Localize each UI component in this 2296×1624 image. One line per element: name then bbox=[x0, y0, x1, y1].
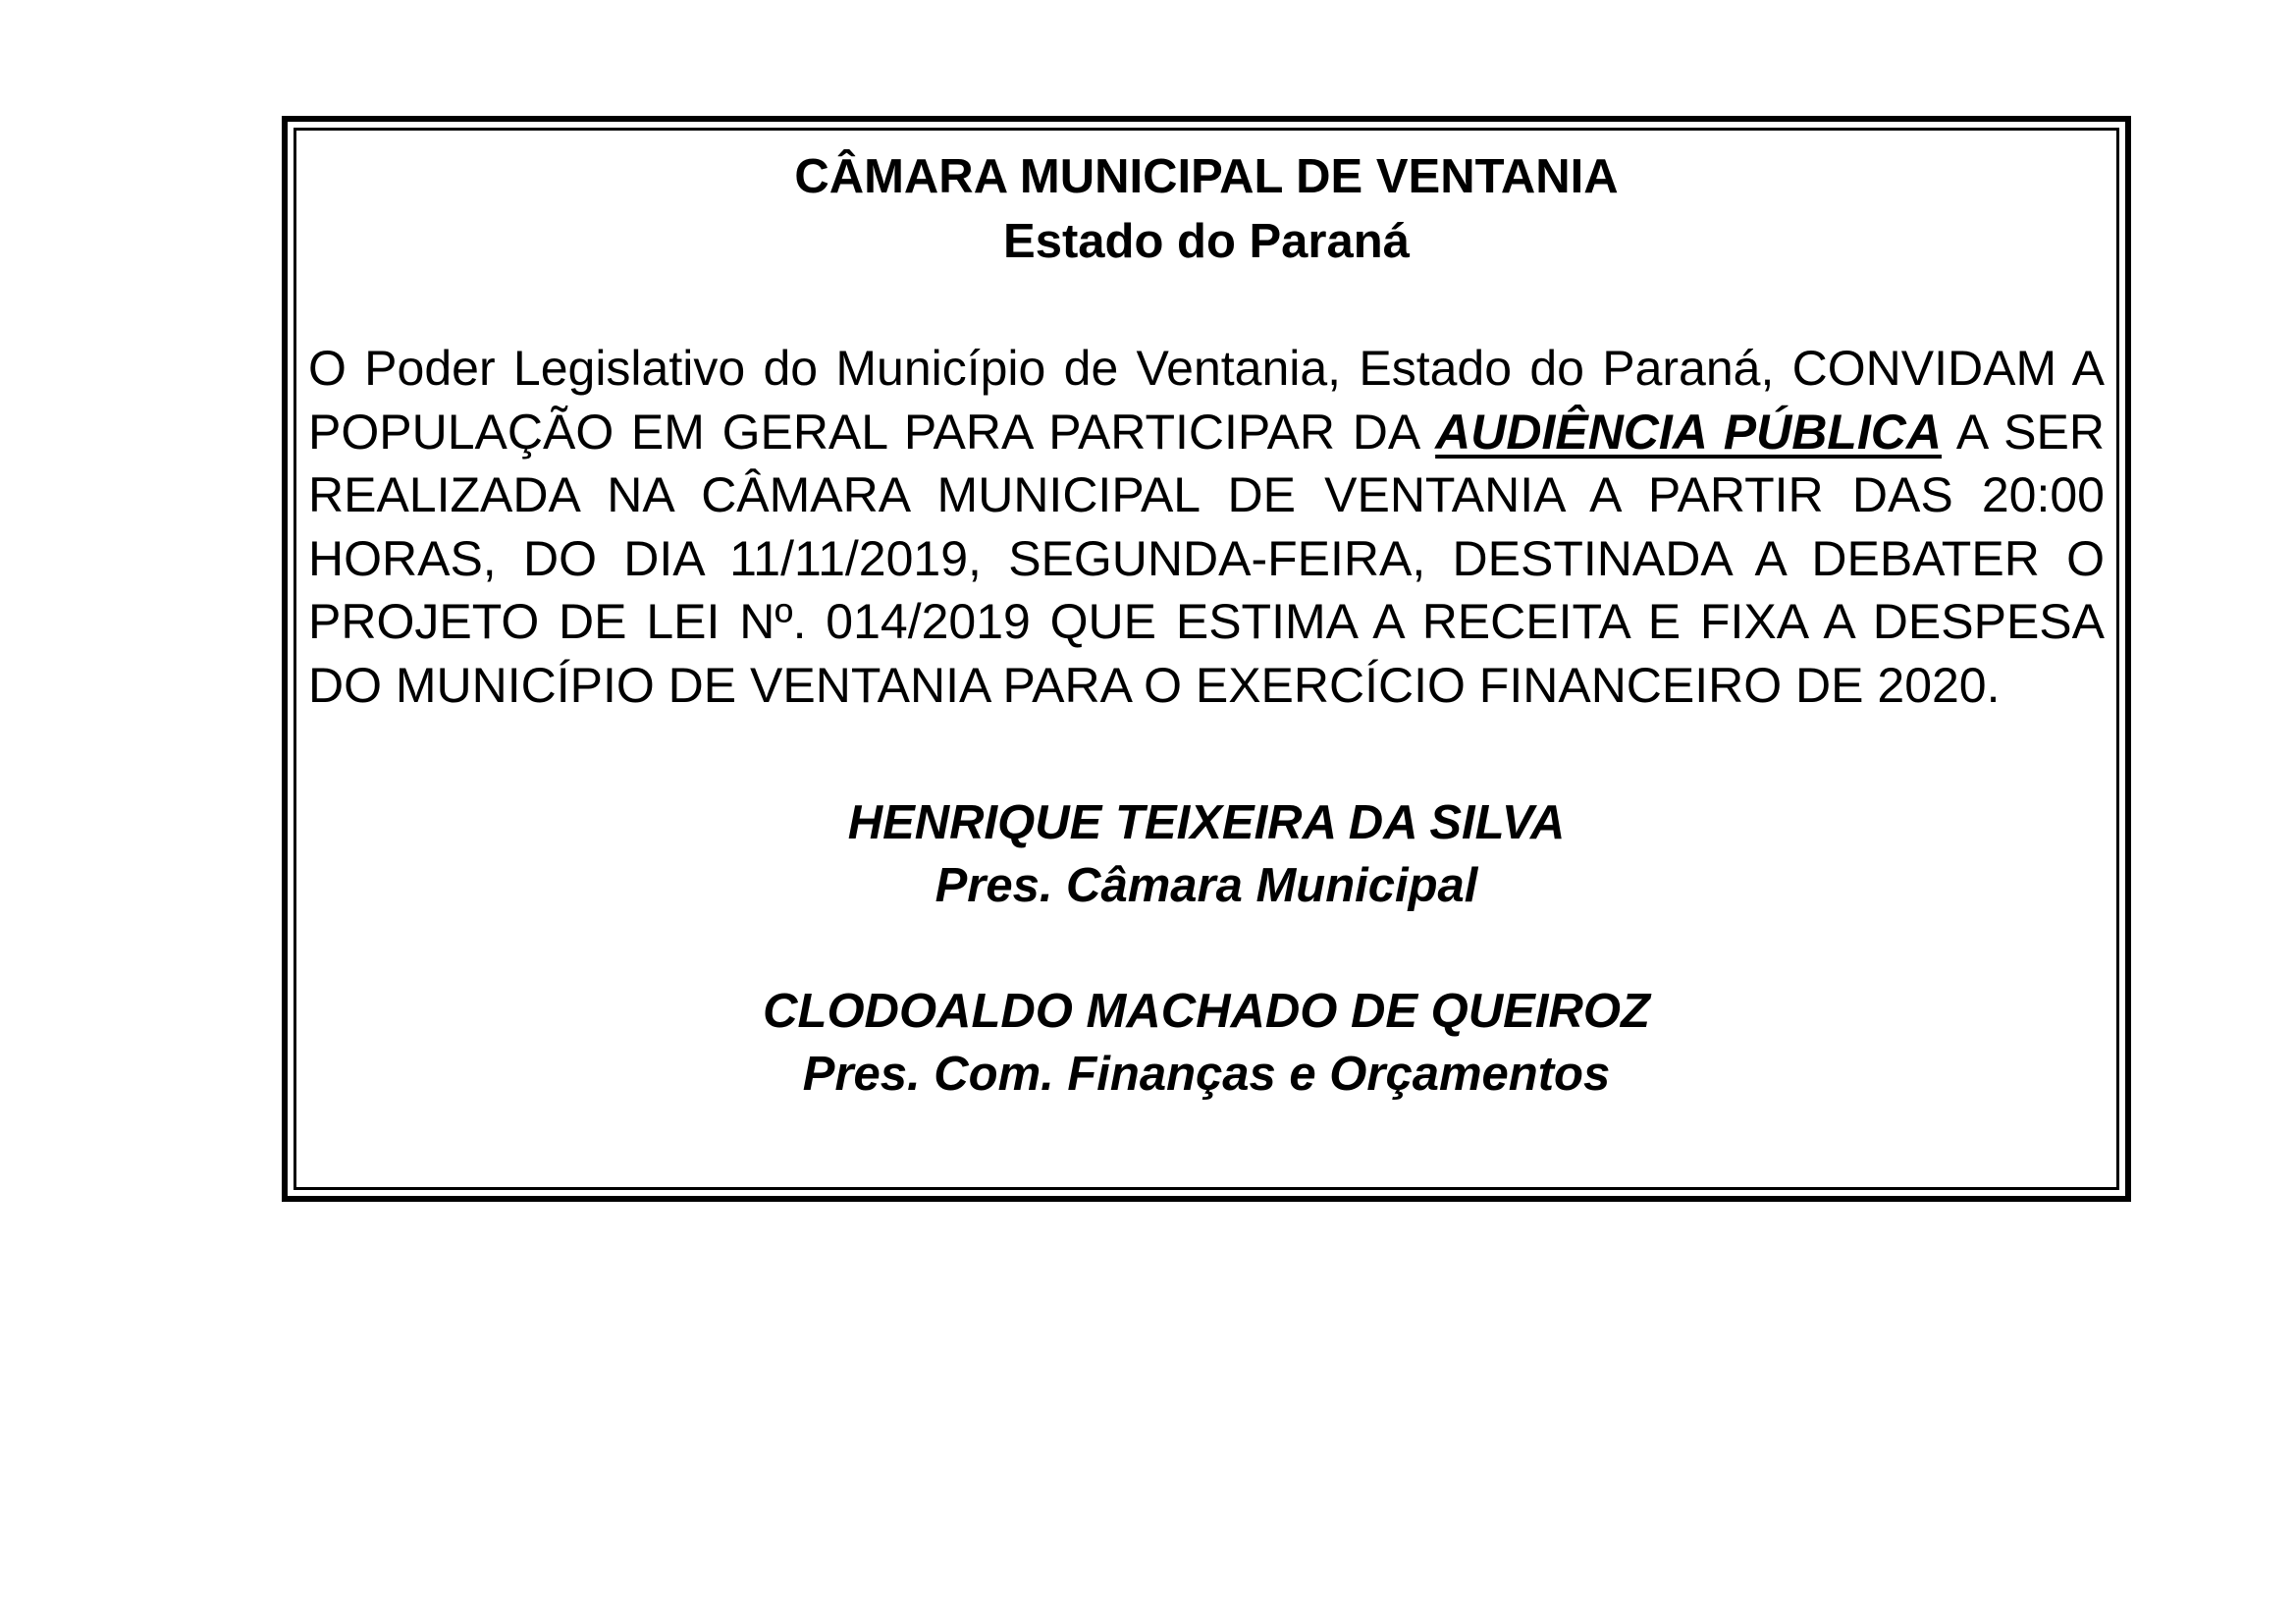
signatures bbox=[308, 791, 2105, 1106]
notice-frame bbox=[282, 116, 2131, 1202]
signatory-role: Pres. Câmara Municipal bbox=[934, 859, 1478, 912]
signature-block bbox=[308, 980, 2105, 1106]
notice-inner-border bbox=[294, 128, 2119, 1190]
institution-title: CÂMARA MUNICIPAL DE VENTANIA bbox=[794, 150, 1619, 203]
notice-heading bbox=[308, 144, 2105, 274]
signature-block bbox=[308, 791, 2105, 917]
signatory-name: CLODOALDO MACHADO DE QUEIROZ bbox=[763, 985, 1650, 1038]
state-subtitle: Estado do Paraná bbox=[1003, 215, 1410, 268]
public-hearing-highlight: AUDIÊNCIA PÚBLICA bbox=[1435, 404, 1942, 460]
signatory-name: HENRIQUE TEIXEIRA DA SILVA bbox=[847, 796, 1566, 849]
body-text-before: O Poder Legislativo do Município de Ventania, Estado do Paraná, CONVIDAM A POPULAÇÃO EM GERAL PARA PARTICIPAR DA bbox=[308, 341, 2105, 460]
signatory-role: Pres. Com. Finanças e Orçamentos bbox=[802, 1048, 1611, 1101]
notice-body bbox=[308, 337, 2105, 717]
body-text-after: A SER REALIZADA NA CÂMARA MUNICIPAL DE VENTANIA A PARTIR DAS 20:00 HORAS, DO DIA 11/11/2019, SEGUNDA-FEIRA, DESTINADA A DEBATER O PROJETO DE LEI Nº. 014/2019 QUE ESTIMA A RECEITA E FIXA A DESPESA DO MUNICÍPIO DE VENTANIA PARA O EXERCÍCIO FINANCEIRO DE 2020. bbox=[308, 404, 2105, 713]
